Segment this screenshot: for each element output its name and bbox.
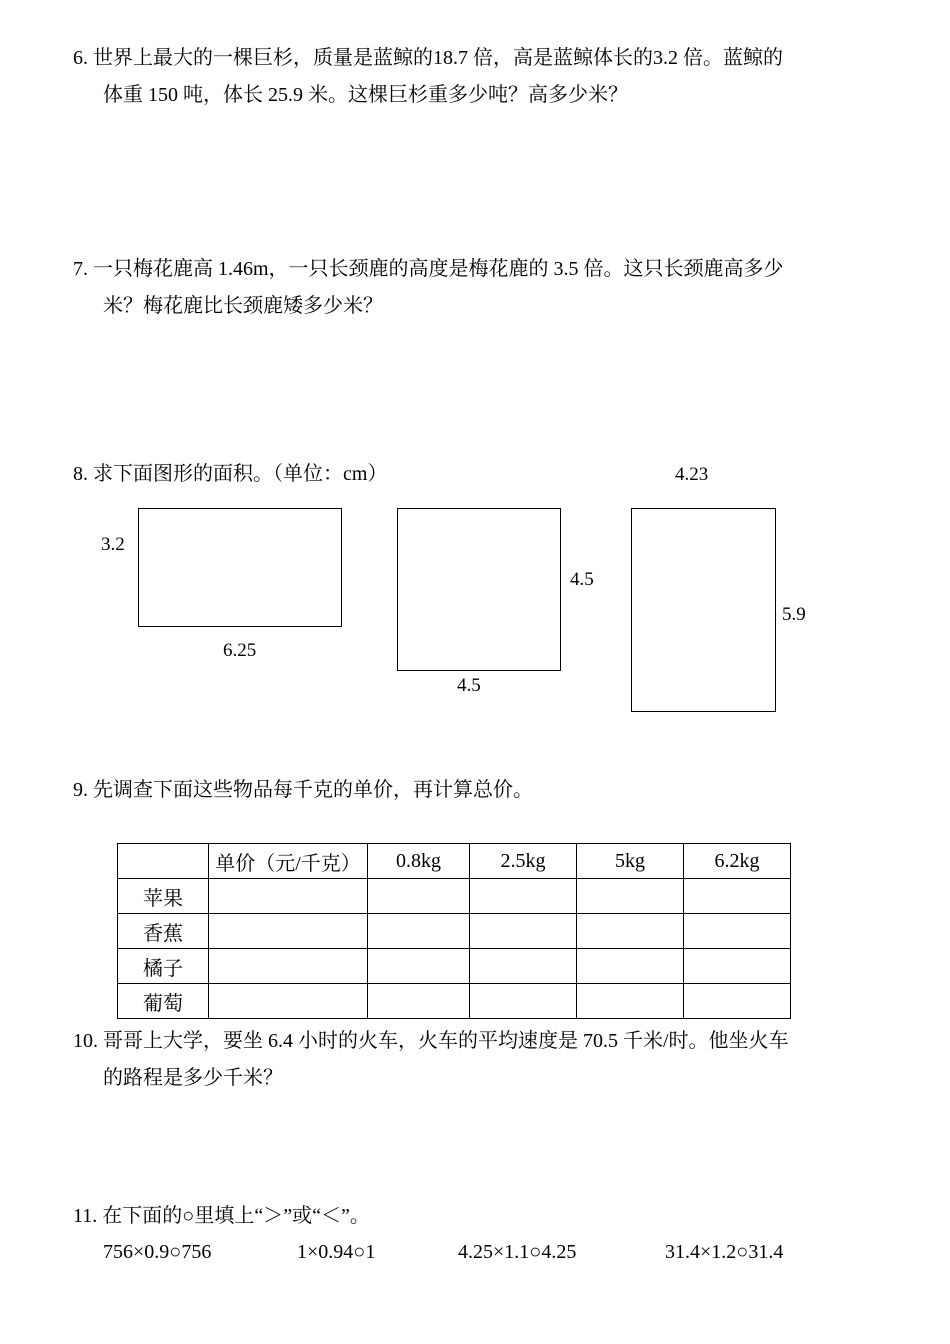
fruit-name-cell: 橘子: [118, 949, 209, 984]
table-row: [118, 949, 791, 984]
shape2-side-label: 4.5: [570, 569, 594, 590]
blank-cell[interactable]: [577, 984, 684, 1019]
q10-line1: 10. 哥哥上大学，要坐 6.4 小时的火车，火车的平均速度是 70.5 千米/时。他坐火车: [73, 1030, 789, 1052]
blank-cell[interactable]: [368, 984, 470, 1019]
fruit-name-cell: 苹果: [118, 879, 209, 914]
table-header-cell: 2.5kg: [470, 844, 577, 879]
q6-line2: 体重 150 吨，体长 25.9 米。这棵巨杉重多少吨？高多少米？: [103, 84, 628, 106]
blank-cell[interactable]: [684, 914, 791, 949]
table-header-cell: 单价（元/千克）: [209, 844, 368, 879]
q8-title: 8. 求下面图形的面积。（单位：cm）: [73, 463, 388, 485]
blank-cell[interactable]: [684, 879, 791, 914]
price-table: [117, 843, 791, 1019]
shape1-side-label: 3.2: [101, 534, 125, 555]
q11-title: 11. 在下面的○里填上“＞”或“＜”。: [73, 1205, 370, 1227]
square-shape-2: [397, 508, 561, 671]
blank-cell[interactable]: [209, 914, 368, 949]
blank-cell[interactable]: [577, 914, 684, 949]
q7-line2: 米？梅花鹿比长颈鹿矮多少米？: [103, 295, 383, 317]
q6-line1: 6. 世界上最大的一棵巨杉，质量是蓝鲸的18.7 倍，高是蓝鲸体长的3.2 倍。蓝鲸的: [73, 47, 783, 69]
table-row: [118, 914, 791, 949]
compare-item-2[interactable]: 1×0.94○1: [297, 1241, 376, 1263]
shape3-side-label: 5.9: [782, 604, 806, 625]
blank-cell[interactable]: [209, 879, 368, 914]
table-row: [118, 984, 791, 1019]
q7-line1: 7. 一只梅花鹿高 1.46m，一只长颈鹿的高度是梅花鹿的 3.5 倍。这只长颈鹿高多少: [73, 258, 784, 280]
blank-cell[interactable]: [209, 949, 368, 984]
compare-item-1[interactable]: 756×0.9○756: [103, 1241, 212, 1263]
blank-cell[interactable]: [470, 949, 577, 984]
rectangle-shape-3: [631, 508, 776, 712]
shape3-top-label: 4.23: [675, 464, 709, 485]
shape1-bottom-label: 6.25: [223, 640, 257, 661]
fruit-name-cell: 香蕉: [118, 914, 209, 949]
blank-cell[interactable]: [209, 984, 368, 1019]
table-header-cell: 0.8kg: [368, 844, 470, 879]
table-header-cell: 5kg: [577, 844, 684, 879]
q9-title: 9. 先调查下面这些物品每千克的单价，再计算总价。: [73, 779, 533, 801]
fruit-name-cell: 葡萄: [118, 984, 209, 1019]
blank-cell[interactable]: [577, 949, 684, 984]
blank-cell[interactable]: [470, 879, 577, 914]
table-row: [118, 879, 791, 914]
blank-cell[interactable]: [368, 949, 470, 984]
blank-cell[interactable]: [368, 879, 470, 914]
q10-line2: 的路程是多少千米？: [103, 1067, 283, 1089]
table-header-cell: 6.2kg: [684, 844, 791, 879]
blank-cell[interactable]: [684, 949, 791, 984]
compare-item-4[interactable]: 31.4×1.2○31.4: [665, 1241, 784, 1263]
compare-item-3[interactable]: 4.25×1.1○4.25: [458, 1241, 577, 1263]
table-header-row: [118, 844, 791, 879]
blank-cell[interactable]: [470, 914, 577, 949]
blank-cell[interactable]: [684, 984, 791, 1019]
rectangle-shape-1: [138, 508, 342, 627]
shape2-bottom-label: 4.5: [457, 675, 481, 696]
blank-cell[interactable]: [470, 984, 577, 1019]
table-header-cell: [118, 844, 209, 879]
blank-cell[interactable]: [577, 879, 684, 914]
blank-cell[interactable]: [368, 914, 470, 949]
